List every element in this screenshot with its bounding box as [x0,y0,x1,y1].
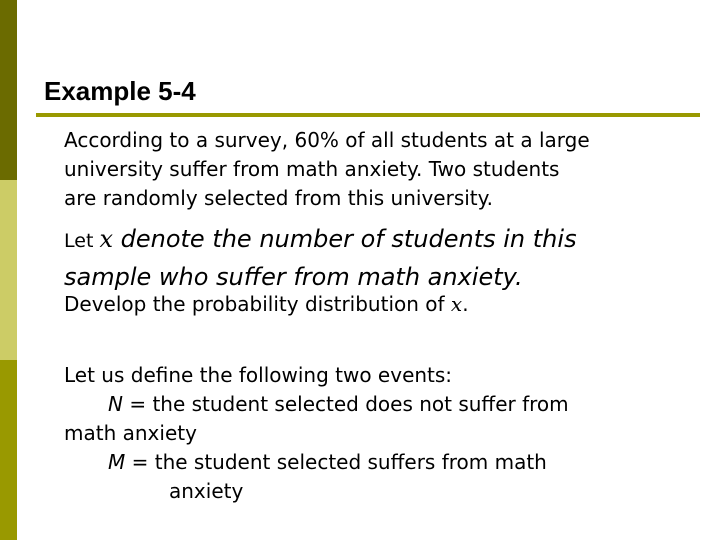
survey-line-1: According to a survey, 60% of all students at a large [64,128,590,152]
events-intro: Let us define the following two events: [64,363,453,387]
accent-bar-bottom [0,360,17,540]
event-m-symbol: M [108,450,126,474]
variable-desc-2: sample who suffer from math anxiety. [64,263,523,291]
accent-bar-top [0,0,17,180]
survey-line-2: university suffer from math anxiety. Two students [64,157,560,181]
survey-line-3: are randomly selected from this university. [64,186,493,210]
event-n-symbol: N [108,392,123,416]
slide-title: Example 5-4 [44,76,196,106]
title-underline [36,113,700,117]
events-definition [64,361,569,506]
let-word: Let [64,230,100,252]
accent-bar-middle [0,180,17,360]
event-m-continuation: anxiety [169,479,244,503]
variable-line-1 [64,221,577,259]
event-n-continuation: math anxiety [64,421,197,445]
task-period: . [462,292,469,316]
variable-definition [64,221,577,295]
event-m-line [64,448,569,477]
task-statement [64,290,469,319]
event-n-line [64,390,569,419]
task-text: Develop the probability distribution of [64,292,451,316]
event-m-definition: = the student selected suffers from math [125,450,547,474]
variable-desc-1: denote the number of students in this [112,225,577,253]
survey-paragraph [64,126,590,213]
variable-x: x [99,225,113,253]
task-variable-x: x [450,292,463,316]
event-n-definition: = the student selected does not suffer from [122,392,569,416]
